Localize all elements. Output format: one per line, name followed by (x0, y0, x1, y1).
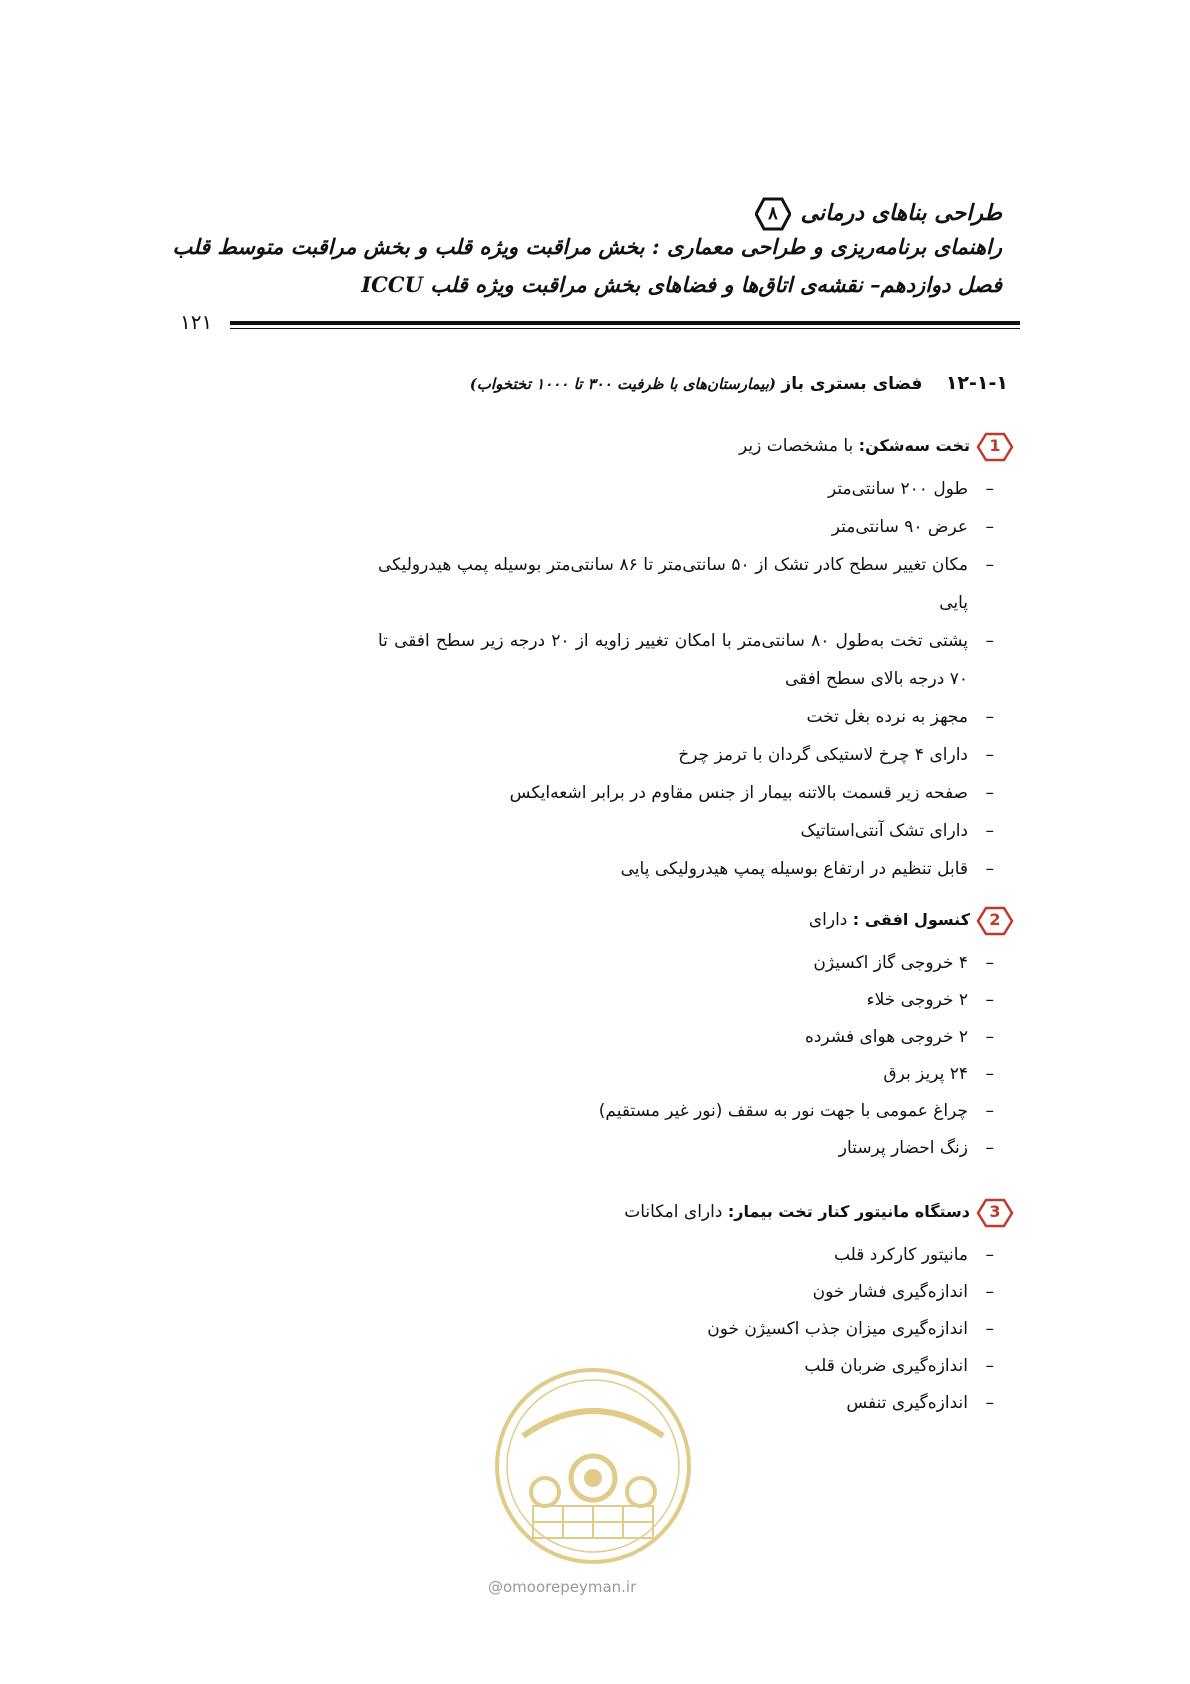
group-lead-term: کنسول افقی : (852, 910, 970, 929)
chapter-title: فصل دوازدهم– نقشه‌ی اتاق‌ها و فضاهای بخش مراقبت ویژه قلب ICCU (361, 272, 1002, 297)
series-title: طراحی بناهای درمانی (800, 200, 1002, 226)
group-lead-term: تخت سه‌شکن: (858, 436, 970, 455)
list-item: – دارای تشک آنتی‌استاتیک (800, 821, 994, 841)
section-heading (208, 372, 1008, 394)
list-item: – ۲ خروجی هوای فشرده (804, 1027, 994, 1047)
group-lead (270, 436, 970, 456)
list-item: – قابل تنظیم در ارتفاع بوسیله پمپ هیدرولیکی پایی (620, 859, 994, 879)
series-number: ۸ (768, 203, 778, 224)
group-lead-term: دستگاه مانیتور کنار تخت بیمار: (727, 1202, 970, 1221)
marker-3 (976, 1198, 1014, 1228)
header-rule-thin (230, 328, 1020, 329)
marker-number: 1 (989, 436, 1001, 455)
group-lead-text: دارای امکانات (624, 1202, 728, 1222)
guide-title: راهنمای برنامه‌ریزی و طراحی معماری : بخش مراقبت ویژه قلب و بخش مراقبت متوسط قلب (172, 234, 1002, 259)
group-lead (270, 1202, 970, 1222)
section-subtitle: (بیمارستان‌های با ظرفیت ۳۰۰ تا ۱۰۰۰ تختخواب) (469, 375, 776, 393)
list-item: – ۴ خروجی گاز اکسیژن (813, 953, 994, 973)
group-lead (270, 910, 970, 930)
series-number-badge (755, 196, 791, 232)
marker-1 (976, 432, 1014, 462)
marker-number: 3 (989, 1202, 1001, 1221)
marker-2 (976, 906, 1014, 936)
list-item: – چراغ عمومی با جهت نور به سقف (نور غیر مستقیم) (598, 1101, 994, 1121)
list-item: – پشتی تخت به‌طول ۸۰ سانتی‌متر با امکان تغییر زاویه از ۲۰ درجه زیر سطح افقی تا ۷۰ درجه بالای سطح افقی (378, 631, 994, 689)
watermark-text: @omoorepeyman.ir (488, 1578, 637, 1596)
list-item: – صفحه زیر قسمت بالاتنه بیمار از جنس مقاوم در برابر اشعه‌ایکس (509, 783, 994, 803)
list-item: – عرض ۹۰ سانتی‌متر (831, 517, 994, 537)
group-lead-text: دارای (808, 910, 853, 930)
marker-number: 2 (989, 910, 1001, 929)
list-item: – مجهز به نرده بغل تخت (806, 707, 994, 727)
list-item: – ۲ خروجی خلاء (866, 990, 994, 1010)
watermark-seal (493, 1366, 693, 1566)
list-item: – اندازه‌گیری فشار خون (812, 1282, 994, 1302)
section-title: فضای بستری باز (781, 374, 923, 394)
list-item: – زنگ احضار پرستار (838, 1138, 994, 1158)
seal-icon (493, 1366, 693, 1566)
section-number: ۱۲-۱-۱ (945, 372, 1008, 394)
series-title-line (122, 196, 1002, 232)
group-lead-text: با مشخصات زیر (739, 436, 859, 456)
list-item: – مانیتور کارکرد قلب (833, 1245, 994, 1265)
page-number: ۱۲۱ (180, 310, 213, 334)
list-item: – اندازه‌گیری تنفس (846, 1393, 994, 1413)
list-item: – ۲۴ پریز برق (883, 1064, 994, 1084)
list-item: – دارای ۴ چرخ لاستیکی گردان با ترمز چرخ (678, 745, 994, 765)
list-item: – طول ۲۰۰ سانتی‌متر (828, 479, 994, 499)
list-item: – اندازه‌گیری میزان جذب اکسیژن خون (707, 1319, 994, 1339)
list-item: – مکان تغییر سطح کادر تشک از ۵۰ سانتی‌متر تا ۸۶ سانتی‌متر بوسیله پمپ هیدرولیکی پایی (378, 555, 994, 613)
header-rule-thick (230, 321, 1020, 325)
list-item: – اندازه‌گیری ضربان قلب (804, 1356, 994, 1376)
